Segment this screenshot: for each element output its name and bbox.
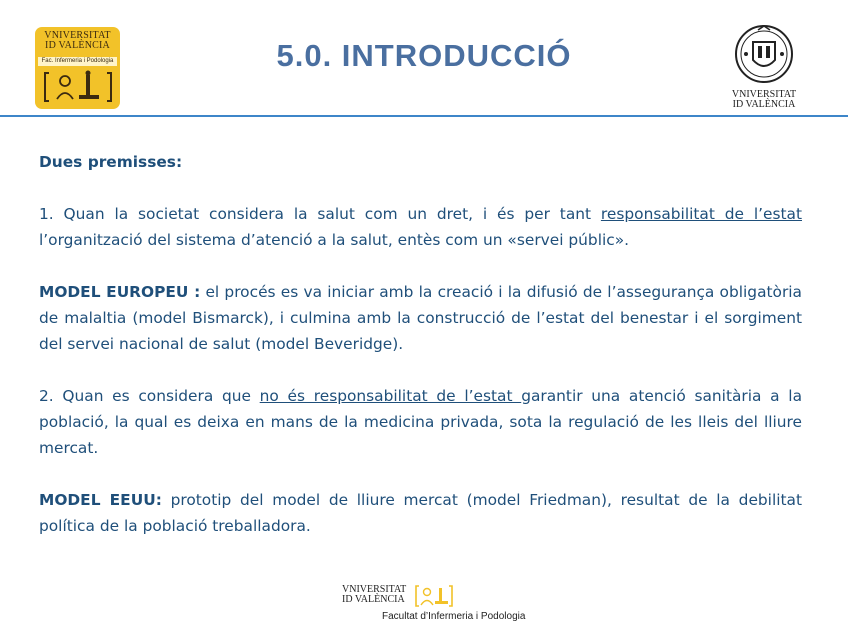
footer-logo	[342, 583, 542, 628]
university-seal-icon	[734, 22, 794, 86]
premise-2: 2. Quan es considera que no és responsabilitat de l’estat garantir una atenció sanitària a la població, la qual es deixa en mans de la medicina privada, sota la regulació de les lleis del lliure mercat.	[39, 387, 802, 457]
slide-content	[39, 149, 802, 565]
university-seal-logo	[726, 22, 802, 114]
premise-1: 1. Quan la societat considera la salut com un dret, i és per tant responsabilitat de l’estat l’organització del sistema d’atenció a la salut, entès com un «servei públic».	[39, 205, 802, 249]
underlined-phrase: responsabilitat de l’estat	[600, 205, 802, 223]
model-eeuu-label: MODEL EEUU:	[39, 491, 162, 509]
model-europeu-paragraph: MODEL EUROPEU : el procés es va iniciar amb la creació i la difusió de l’assegurança obligatòria de malaltia (model Bismarck), i culmina amb la construcció de l’estat del benestar i el sorgiment del servei nacional de salut (model Beveridge).	[39, 283, 802, 353]
slide-title: 5.0. INTRODUCCIÓ	[276, 38, 572, 73]
model-europeu-label: MODEL EUROPEU :	[39, 283, 201, 301]
logo-faculty-strip: Fac. Infermeria i Podologia	[38, 57, 117, 66]
underlined-phrase: no és responsabilitat de l’estat	[259, 387, 522, 405]
model-eeuu-paragraph: MODEL EEUU: prototip del model de lliure mercat (model Friedman), resultat de la debilitat política de la població treballadora.	[39, 491, 803, 535]
premises-heading: Dues premisses:	[39, 153, 183, 171]
logo-university-name: VNIVERSITAT ID VALÈNCIA	[44, 30, 111, 51]
seal-university-name: VNIVERSITAT ID VALÈNCIA	[731, 89, 797, 110]
footer-university-name: VNIVERSITAT ID VALÈNCIA	[342, 584, 407, 605]
nursing-emblem-icon	[43, 69, 113, 105]
header-divider	[0, 115, 848, 117]
footer-faculty-name: Facultat d’Infermeria i Podologia	[382, 611, 526, 622]
nursing-emblem-icon	[414, 583, 454, 609]
